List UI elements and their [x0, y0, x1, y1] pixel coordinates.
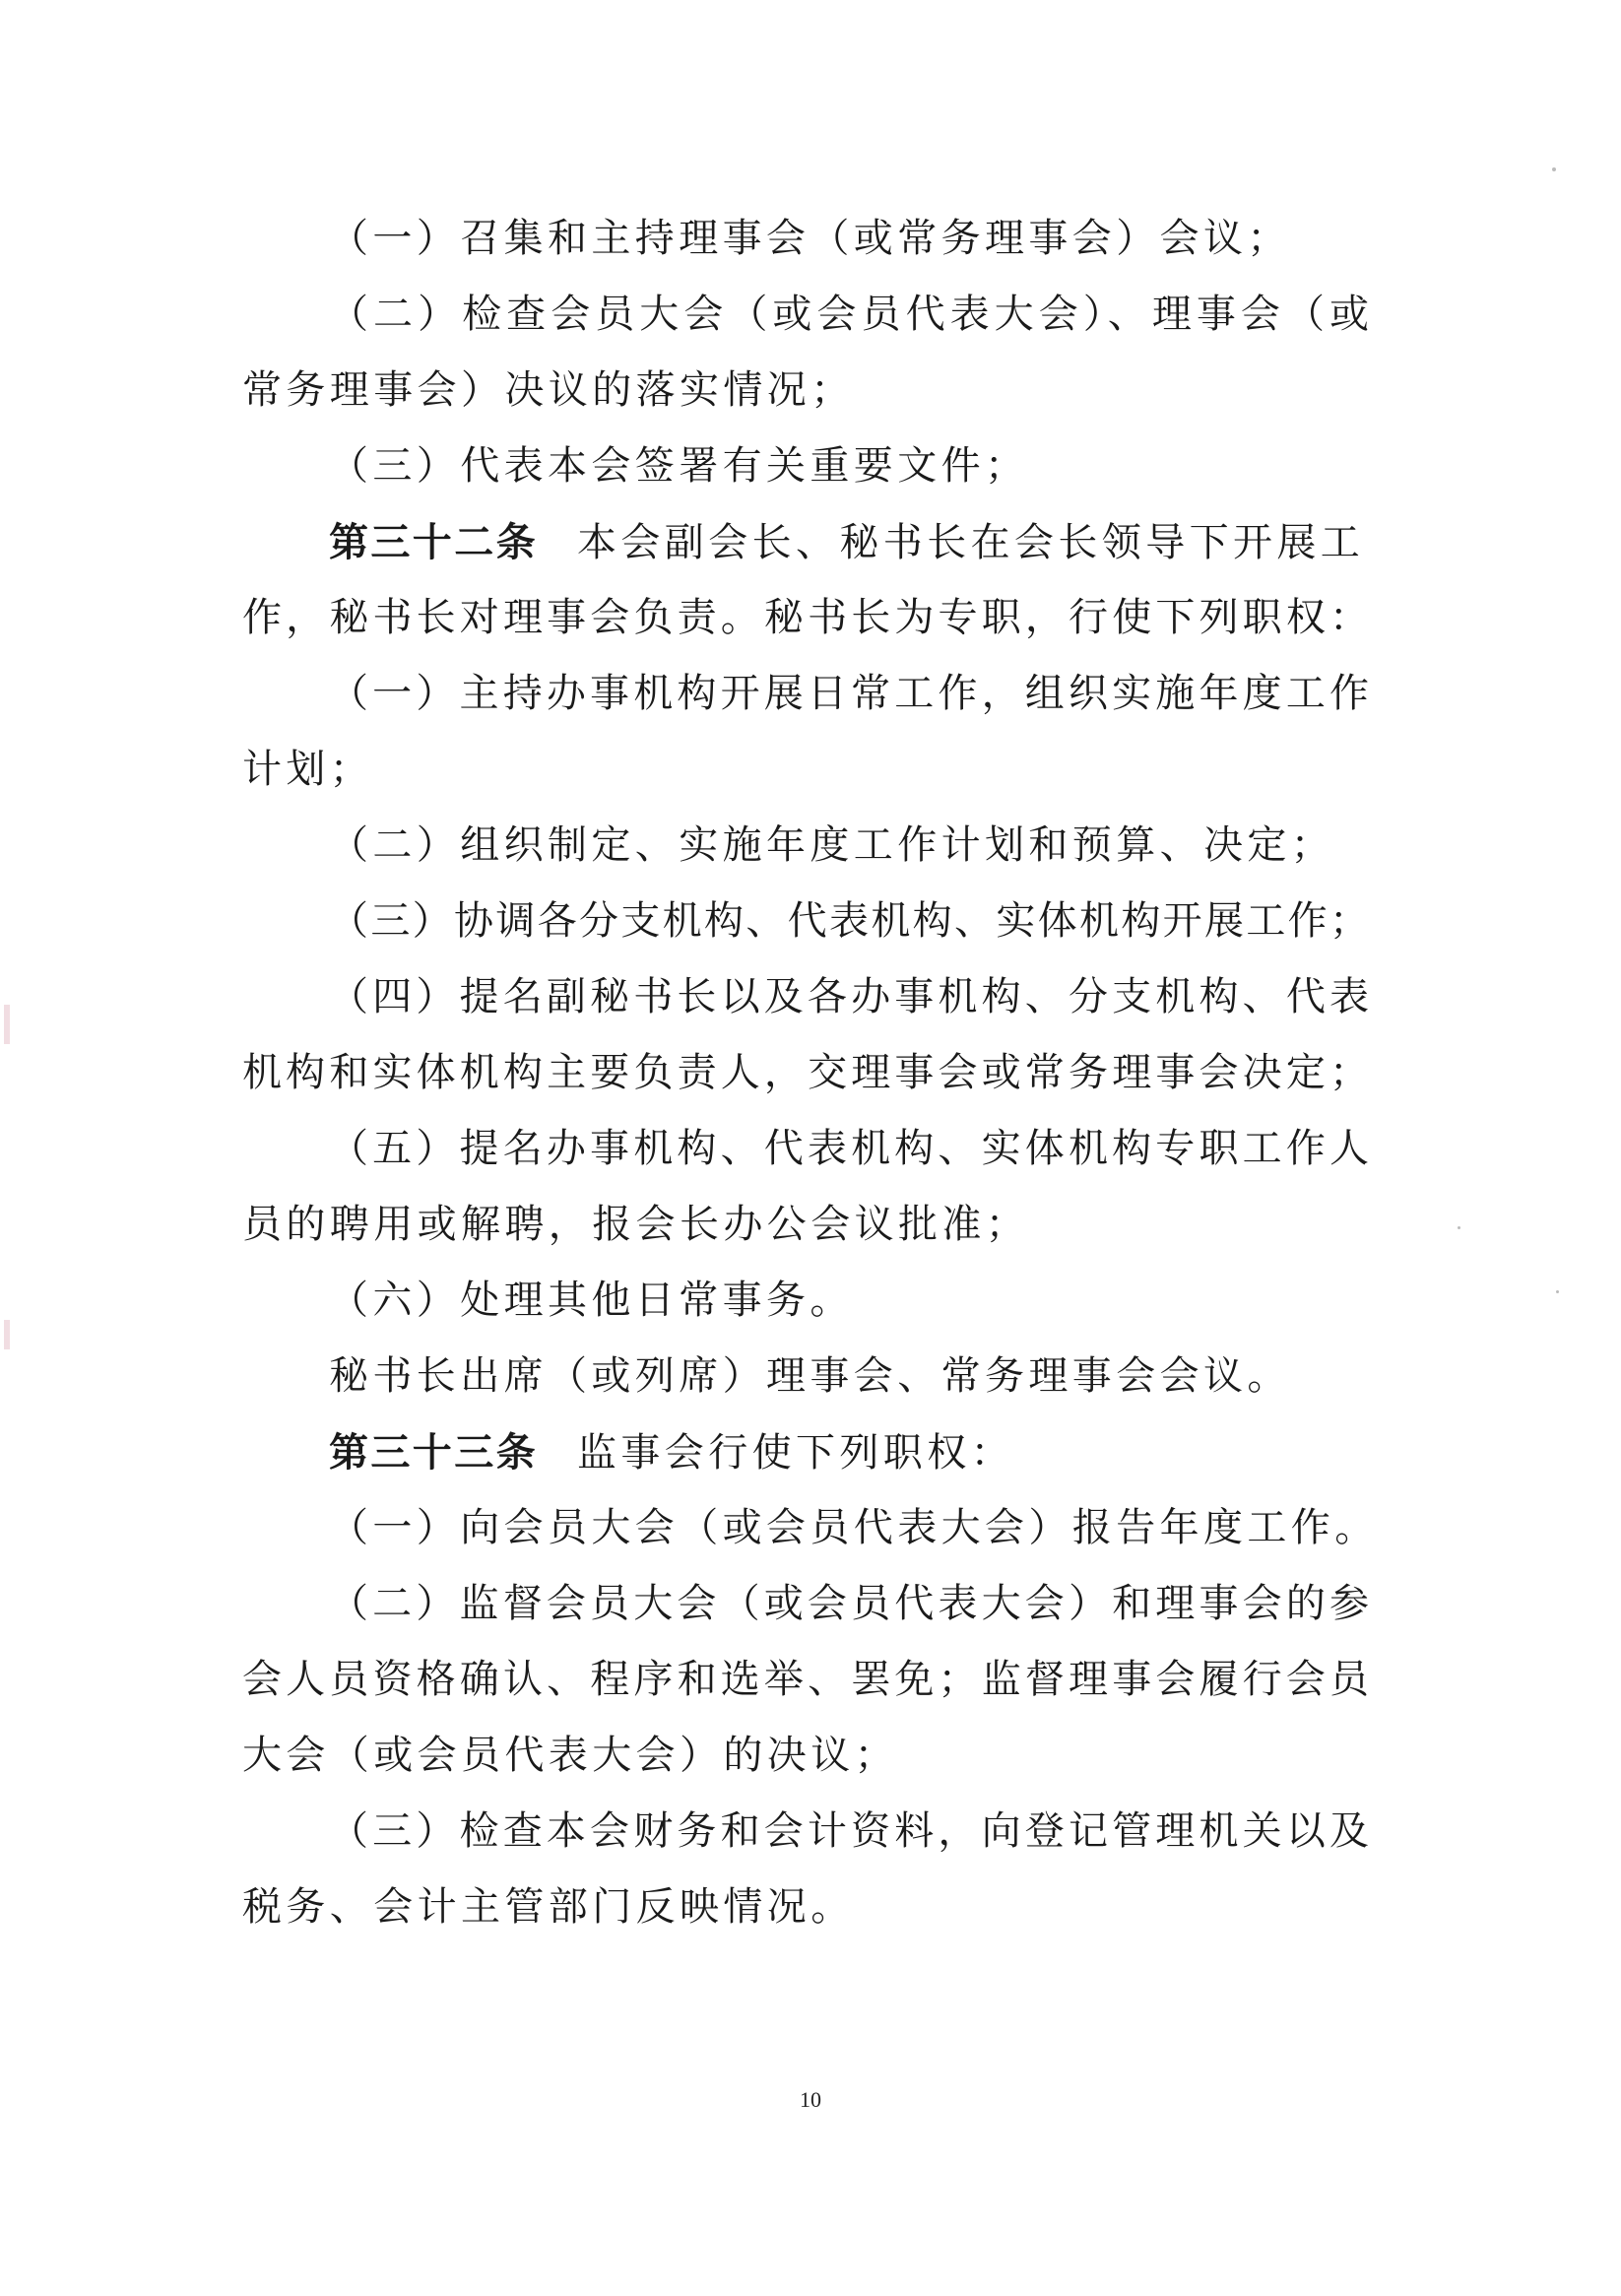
article-text-32: 本会副会长、秘书长在会长领导下开展工	[577, 520, 1365, 565]
paragraph-line: 会人员资格确认、程序和选举、罢免；监督理事会履行会员	[242, 1657, 1369, 1702]
paragraph-line: （一）向会员大会（或会员代表大会）报告年度工作。	[329, 1505, 1379, 1550]
paragraph-line: （三）代表本会签署有关重要文件；	[329, 443, 1029, 489]
paragraph-line: 秘书长出席（或列席）理事会、常务理事会会议。	[329, 1353, 1291, 1399]
paragraph-line: （一）召集和主持理事会（或常务理事会）会议；	[329, 216, 1291, 261]
article-text-33: 监事会行使下列职权：	[577, 1430, 1014, 1476]
paragraph-line: （一）主持办事机构开展日常工作，组织实施年度工作	[329, 671, 1369, 716]
scan-speck	[1552, 167, 1556, 171]
document-body	[242, 201, 1379, 1945]
paragraph-line: 计划；	[242, 747, 374, 792]
scan-edge-mark	[4, 1005, 10, 1044]
scan-speck	[1556, 1290, 1559, 1293]
article-line-32	[242, 504, 1369, 580]
paragraph-line: （三）检查本会财务和会计资料，向登记管理机关以及	[329, 1808, 1369, 1854]
page-number: 10	[800, 2087, 821, 2112]
paragraph-line: （六）处理其他日常事务。	[329, 1278, 854, 1323]
paragraph-line: （二）监督会员大会（或会员代表大会）和理事会的参	[329, 1581, 1369, 1626]
article-line-33	[242, 1414, 1369, 1490]
paragraph-line: 员的聘用或解聘，报会长办公会议批准；	[242, 1202, 1030, 1247]
scan-edge-mark	[4, 1320, 10, 1349]
paragraph-line: （三）协调各分支机构、代表机构、实体机构开展工作；	[329, 898, 1369, 944]
paragraph-line: 机构和实体机构主要负责人，交理事会或常务理事会决定；	[242, 1050, 1369, 1095]
paragraph-line: （二）检查会员大会（或会员代表大会）、理事会（或	[329, 292, 1369, 337]
paragraph-line: 常务理事会）决议的落实情况；	[242, 367, 855, 413]
article-heading-33: 第三十三条	[329, 1429, 538, 1476]
article-heading-32: 第三十二条	[329, 519, 538, 565]
scan-speck	[1458, 1226, 1460, 1229]
paragraph-line: （二）组织制定、实施年度工作计划和预算、决定；	[329, 822, 1335, 868]
paragraph-line: 作，秘书长对理事会负责。秘书长为专职，行使下列职权：	[242, 595, 1369, 640]
paragraph-line: （四）提名副秘书长以及各办事机构、分支机构、代表	[329, 974, 1369, 1019]
paragraph-line: 大会（或会员代表大会）的决议；	[242, 1733, 898, 1778]
paragraph-line: 税务、会计主管部门反映情况。	[242, 1884, 855, 1930]
paragraph-line: （五）提名办事机构、代表机构、实体机构专职工作人	[329, 1126, 1369, 1171]
